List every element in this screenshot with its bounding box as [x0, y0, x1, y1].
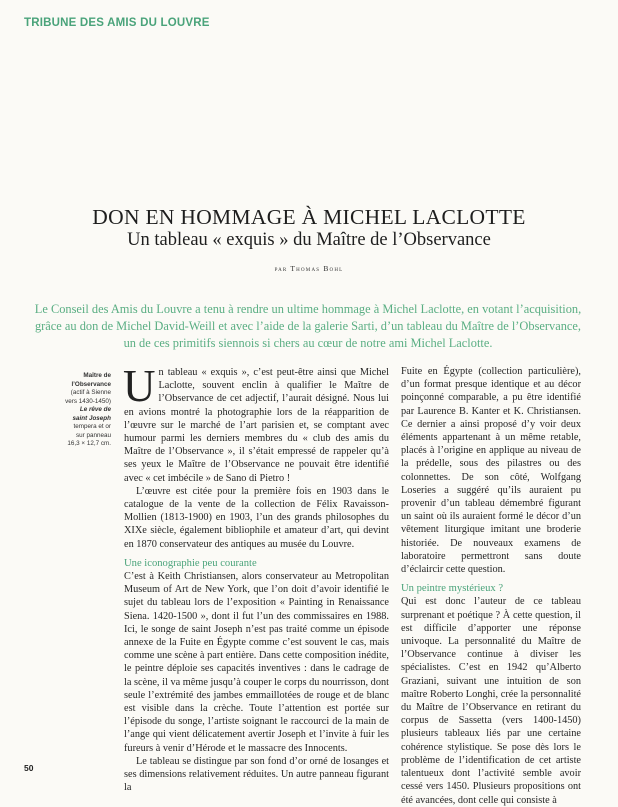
paragraph: L’œuvre est citée pour la première fois en 1903 dans le catalogue de la vente de la collection de Félix Ravaisson-Mollien (1813-1900) en 1903, l’un des grands philosophes du XIXe siècle, également bibliophile et amateur d’art, qui devint en 1870 conservateur des antiques au musée du Louvre.: [124, 485, 389, 550]
caption-line: Maître de: [83, 372, 111, 379]
image-caption: [43, 372, 111, 449]
section-rubric: TRIBUNE DES AMIS DU LOUVRE: [24, 17, 210, 29]
body-column-left: [123, 361, 389, 795]
paragraph: Qui est donc l’auteur de ce tableau surprenant et poétique ? À cette question, il est difficile d’apporter une réponse univoque. La personnalité du Maître de l’Observance continue à diviser les spécialistes. C’est en 1942 qu’Alberto Graziani, suivant une intuition de son maître Roberto Longhi, crée la personnalité du Maître de l’Observance en retirant du corpus de Sassetta (vers 1400-1450) plusieurs tableaux liés par une certaine cohérence stylistique. Se pose dès lors le problème de l’identification de cet artiste talentueux dont l’activité semble avoir cessé vers 1450. Plusieurs propositions ont été avancées, dont celle qui consiste à: [401, 596, 581, 806]
paragraph: C’est à Keith Christiansen, alors conservateur au Metropolitan Museum of Art de New York, que l’on doit d’avoir identifié le sujet du tableau lors de l’exposition « Painting in Renaissance Siena. 1420-1500 », dont il fut l’un des commissaires en 1988. Ici, le songe de saint Joseph n’est pas traité comme un épisode annexe de la Fuite en Égypte comme c’est souvent le cas, mais comme une scène à part entière. Dans cette composition inédite, le peintre déploie ses capacités inventives : dans le cadrage de la scène, il va même jusqu’à couper le corps du nourrisson, dont seule l’extrémité des jambes emmaillotées de rouge et de blanc est visible dans la crèche. Toute l’attention est portée sur l’épisode du songe, l’artiste soignant le raccourci de la main de l’ange qui vient délicatement avertir Joseph et l’invite à fuir les fureurs à venir d’Hérode et le massacre des Innocents.: [124, 571, 389, 754]
caption-line: l’Observance: [71, 380, 111, 388]
caption-line: vers 1430-1450): [65, 397, 111, 405]
subheading: Une iconographie peu courante: [124, 557, 257, 569]
paragraph: Le tableau se distingue par son fond d’or orné de losanges et ses dimensions relativement réduites. Un autre panneau figurant la: [124, 755, 389, 794]
caption-line: tempera et or: [73, 423, 111, 430]
body-column-right: [401, 365, 581, 807]
article-subtitle: Un tableau « exquis » du Maître de l’Observance: [127, 230, 491, 250]
page-number: 50: [24, 763, 34, 773]
subheading: Un peintre mystérieux ?: [401, 583, 504, 595]
paragraph: Fuite en Égypte (collection particulière), d’un format presque identique et au décor poinçonné comparable, a pu être identifié par Laurence B. Kanter et K. Christiansen. Ce dernier a ainsi proposé d’y voir deux éléments appartenant à un même retable, placés à l’origine en applique au niveau de la prédelle, sous des pilastres ou des colonnettes. De son côté, Wolfgang Loseries a suggéré qu’ils auraient pu provenir d’un tableau démembré figurant un saint où ils auraient formé le décor d’un vêtement liturgique imitant une broderie historiée. De nouveaux examens de laboratoire permettront sans doute d’éclaircir cette question.: [401, 366, 581, 576]
caption-line: saint Joseph: [72, 414, 111, 422]
caption-line: Le rêve de: [79, 406, 111, 413]
lead-paragraph: Le Conseil des Amis du Louvre a tenu à rendre un ultime hommage à Michel Laclotte, en votant l’acquisition, grâce au don de Michel David-Weill et avec l’aide de la galerie Sarti, d’un tableau du Maître de l’Observance, un de ces primitifs siennois si chers au cœur de notre ami Michel Laclotte.: [34, 302, 582, 350]
caption-line: (actif à Sienne: [70, 389, 111, 396]
article-title: DON EN HOMMAGE À MICHEL LACLOTTE: [92, 205, 526, 229]
drop-cap: U: [123, 361, 156, 411]
caption-line: 16,3 × 12,7 cm.: [67, 440, 111, 447]
byline: par Thomas Bohl: [274, 264, 344, 273]
paragraph: n tableau « exquis », c’est peut-être ainsi que Michel Laclotte, souvent enclin à qualifier le Maître de l’Observance de cet adjectif, l’aurait désigné. Nous lui en avions montré la photographie lors de la réapparition de l’œuvre sur le marché de l’art parisien et, se comptant avec humour parmi les derniers membres du « club des amis du Maître de l’Observance », il s’était empressé de rappeler qu’à ses yeux le Maître de l’Observance ne pouvait être identifié avec « cet imbécile » de Sano di Pietro !: [124, 367, 389, 484]
caption-line: sur panneau: [75, 431, 111, 439]
